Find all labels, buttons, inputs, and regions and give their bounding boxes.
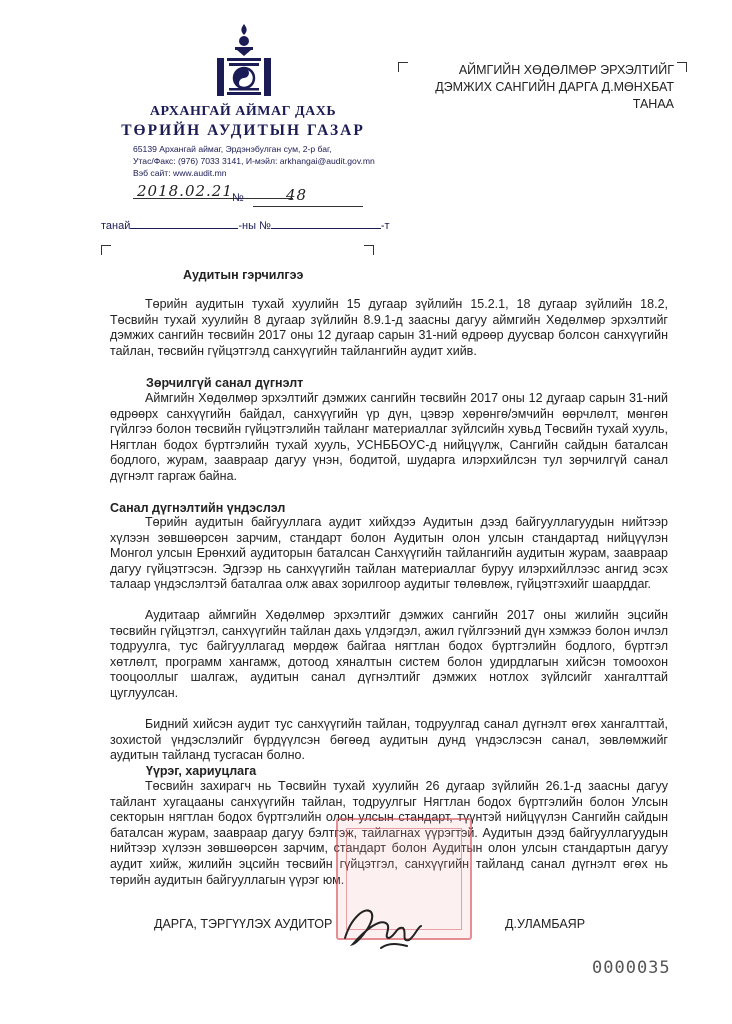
soyombo-emblem-icon (213, 22, 275, 100)
tanai-label: танай (101, 220, 131, 232)
number-underline (253, 206, 363, 207)
addressee-block (412, 62, 674, 113)
intro-paragraph: Төрийн аудитын тухай хуулийн 15 дугаар зүйлийн 15.2.1, 18 дугаар зүйлийн 18.2, Төсвийн тухай хуулийн 8 дугаар зүйлийн 8.9.1-д заасны дагуу аймгийн Хөдөлмөр эрхэлтийг дэмжих сангийн төсвийн 2017 оны 12 дугаар сарын 31-ний өдрөөр дуусвар болсон санхүүгийн тайлан, төсвийн гүйцэтгэлд санхүүгийн тайлангийн аудит хийв. (110, 297, 668, 358)
serial-number: 0000035 (592, 958, 671, 978)
basis-paragraph-3: Бидний хийсэн аудит тус санхүүгийн тайлан, тодруулгад санал дүгнэлт өгөх хангалттай, зохистой үндэслэлийг бүрдүүлсэн бөгөөд аудитын дунд үндэслэсэн санал, зөвлөмжийг аудитын тайланд тусгасан болно. (110, 717, 668, 763)
document-title: Аудитын гэрчилгээ (183, 268, 304, 282)
section-heading-responsibility: Үүрэг, хариуцлага (146, 764, 257, 778)
tanai-blank (130, 218, 238, 229)
ref-number-blank (271, 218, 381, 229)
org-address: 65139 Архангай аймаг, Эрдэнэбулган сум, 2-р баг, (133, 144, 332, 154)
handwritten-number: 48 (286, 186, 308, 204)
section-heading-basis: Санал дүгнэлтийн үндэслэл (110, 501, 286, 515)
org-name-line2: ТӨРИЙН АУДИТЫН ГАЗАР (121, 122, 365, 139)
signer-name: Д.УЛАМБАЯР (505, 917, 586, 931)
org-phone-email: Утас/Факс: (976) 7033 3141, И-мэйл: arkhangai@audit.gov.mn (133, 156, 375, 166)
opinion-paragraph: Аймгийн Хөдөлмөр эрхэлтийг дэмжих сангийн төсвийн 2017 оны 12 дугаар сарын 31-ний өдрөөрх санхүүгийн байдал, санхүүгийн үр дүн, цэвэр хөрөнгө/эмчийн өөрчлөлт, мөнгөн гүйлгээ болон төсвийн гүйцэтгэлийн тайланг материаллаг зүйлсийн хувьд Төсвийн тухай хууль, Нягтлан бодох бүртгэлийн тухай хууль, УСНББОУС-д нийцүүлж, Сангийн сайдын баталсан бодлого, журам, заавраар дагуу үнэн, бодитой, шударга илэрхийлсэн тул зөрчилгүй санал дүгнэлт гаргаж байна. (110, 391, 668, 483)
org-name-line1: АРХАНГАЙ АЙМАГ ДАХЬ (149, 104, 337, 119)
handwritten-date: 2018.02.21 (137, 182, 233, 200)
subject-corner-mark (364, 245, 374, 255)
handwritten-signature-icon (337, 898, 427, 956)
reference-line (101, 218, 390, 232)
addressee-line1: АЙМГИЙН ХӨДӨЛМӨР ЭРХЭЛТИЙГ (458, 63, 674, 77)
nyi-label: -ны № (238, 220, 271, 232)
addressee-corner-mark (677, 62, 687, 72)
t-label: -т (380, 220, 390, 232)
org-website: Вэб сайт: www.audit.mn (133, 168, 227, 178)
section-heading-opinion: Зөрчилгүй санал дүгнэлт (146, 376, 304, 390)
subject-corner-mark (101, 245, 111, 255)
responsibility-paragraph: Төсвийн захирагч нь Төсвийн тухай хуулийн 26 дугаар зүйлийн 26.1-д заасны дагуу тайлант хугацааны санхүүгийн тайлан, тодруулгыг Нягтлан бодох бүртгэлийн болон Улсын секторын нягтлан бодох бүртгэлийн олон улсын стандарт, түүнтэй нийцүүлэн Сангийн сайдын баталсан журам, заавраар дагуу бэлтгэж, тайлагнах үүрэгтэй. Аудитын дээд байгууллагуудын нийтээр хүлээн зөвшөөрсөн зарчим, стандарт болон Аудитын олон улсын стандартын дагуу аудит хийж, жилийн эцсийн төсвийн гүйцэтгэл, санхүүгийн тайланд санал дүгнэлт өгөх нь төрийн аудитын байгууллагын үүрэг юм. (110, 779, 668, 887)
addressee-line2: ДЭМЖИХ САНГИЙН ДАРГА Д.МӨНХБАТ (435, 80, 674, 94)
basis-paragraph-1: Төрийн аудитын байгууллага аудит хийхдээ Аудитын дээд байгууллагуудын нийтээр хүлээн зөвшөөрсөн зарчим, стандарт болон Аудитын олон улсын стандартад нийцүүлэн Монгол улсын Ерөнхий аудиторын баталсан Санхүүгийн тайлангийн аудитын журам, заавраар дагуу гүйцэтгэсэн. Эдгээр нь санхүүгийн тайлан материаллаг буруу илэрхийллээс ангид эсэх талаар үндэслэлтэй баталгаа олж авах зорилгоор аудитыг төлөвлөж, гүйцэтгэхийг шаарддаг. (110, 515, 668, 592)
addressee-line3: ТАНАА (632, 97, 674, 111)
addressee-corner-mark (398, 62, 408, 72)
number-label: № (232, 192, 244, 204)
signer-role: ДАРГА, ТЭРГҮҮЛЭХ АУДИТОР (154, 917, 333, 931)
basis-paragraph-2: Аудитаар аймгийн Хөдөлмөр эрхэлтийг дэмжих сангийн 2017 оны жилийн эцсийн төсвийн гүйцэтгэл, санхүүгийн тайлан дахь үлдэгдэл, ажил гүйлгээний дүн хэмжээ болон ичлэл тодруулга, тус байгууллагад мөрдөж байгаа нягтлан бодох бүртгэлийн бодлого, бүртгэл хөтлөлт, программ хангамж, дотоод хяналтын систем болон удирдлагын хийсэн томоохон тооцооллыг шалгаж, аудитын санал дүгнэлтийг дэмжих нотлох зүйлсийг хангалттай цуглуулсан. (110, 608, 668, 700)
